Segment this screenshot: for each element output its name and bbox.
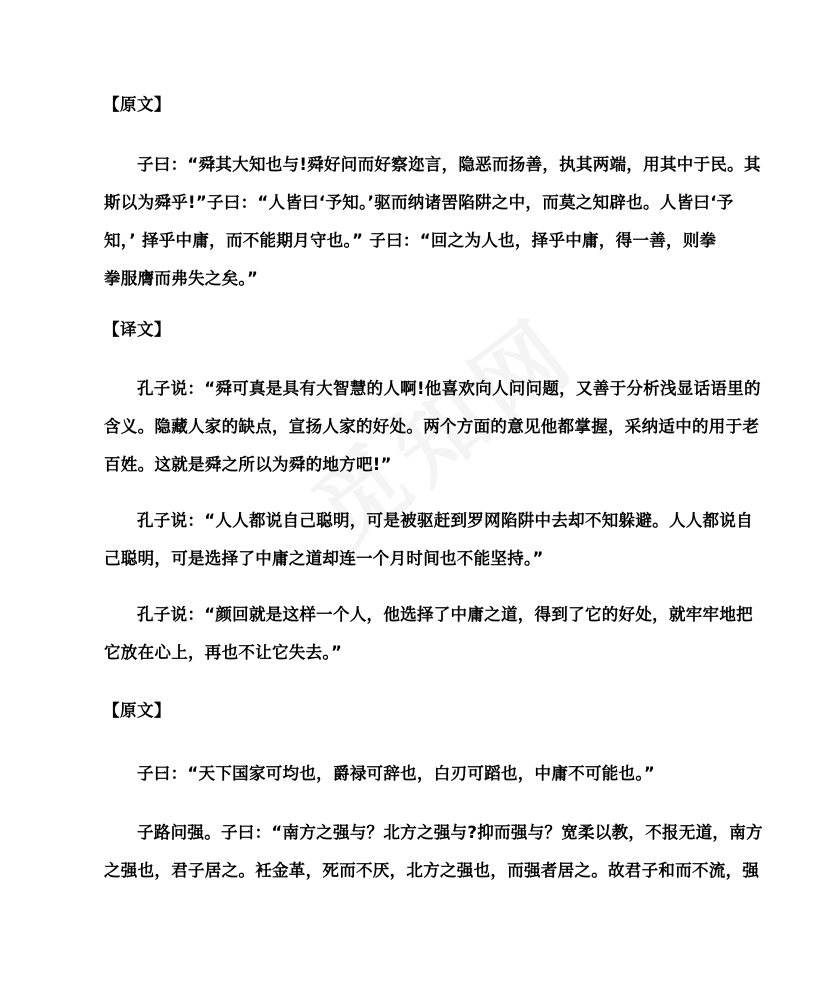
paragraph-original-3 (104, 814, 763, 890)
paragraph-translation-1 (104, 370, 761, 484)
section-heading-original-2: 【原文】 (103, 701, 171, 720)
paragraph-line: 子曰：“舜其大知也与!舜好问而好察迩言，隐恶而扬善，执其两端，用其中于民。其 (137, 155, 761, 174)
paragraph-translation-3 (104, 596, 753, 672)
paragraph-original-1 (104, 146, 761, 298)
paragraph-line: 孔子说：“人人都说自己聪明，可是被驱赶到罗网陷阱中去却不知躲避。人人都说自 (137, 511, 753, 530)
section-heading-original-1: 【原文】 (103, 95, 171, 114)
paragraph-line: 孔子说：“颜回就是这样一个人，他选择了中庸之道，得到了它的好处，就牢牢地把 (137, 605, 753, 624)
section-heading-translation: 【译文】 (103, 320, 171, 339)
paragraph-line: 它放在心上，再也不让它失去。” (104, 643, 343, 662)
paragraph-line: 拳服膺而弗失之矣。” (104, 269, 259, 288)
paragraph-translation-2 (104, 502, 753, 578)
paragraph-line: 己聪明，可是选择了中庸之道却连一个月时间也不能坚持。” (104, 549, 544, 568)
paragraph-line: 之强也，君子居之。衽金革，死而不厌，北方之强也，而强者居之。故君子和而不流，强 (104, 861, 760, 880)
paragraph-original-2 (104, 755, 726, 793)
paragraph-line: 含义。隐藏人家的缺点，宣扬人家的好处。两个方面的意见他都掌握，采纳适中的用于老 (104, 417, 760, 436)
paragraph-line: 百姓。这就是舜之所以为舜的地方吧!” (104, 455, 392, 474)
paragraph-line: 知，’ 择乎中庸，而不能期月守也。” 子曰：“回之为人也，择乎中庸，得一善，则拳 (104, 231, 717, 250)
paragraph-line: 斯以为舜乎!”子曰：“人皆曰‘予知。’驱而纳诸罟陷阱之中，而莫之知辟也。人皆曰‘予 (104, 193, 734, 212)
paragraph-line: 孔子说：“舜可真是具有大智慧的人啊!他喜欢向人问问题，又善于分析浅显话语里的 (137, 379, 761, 398)
paragraph-line: 子路问强。子曰：“南方之强与？北方之强与?抑而强与？宽柔以教，不报无道，南方 (137, 823, 763, 842)
paragraph-line: 子曰：“天下国家可均也，爵禄可辞也，白刃可蹈也，中庸不可能也。” (137, 764, 656, 783)
